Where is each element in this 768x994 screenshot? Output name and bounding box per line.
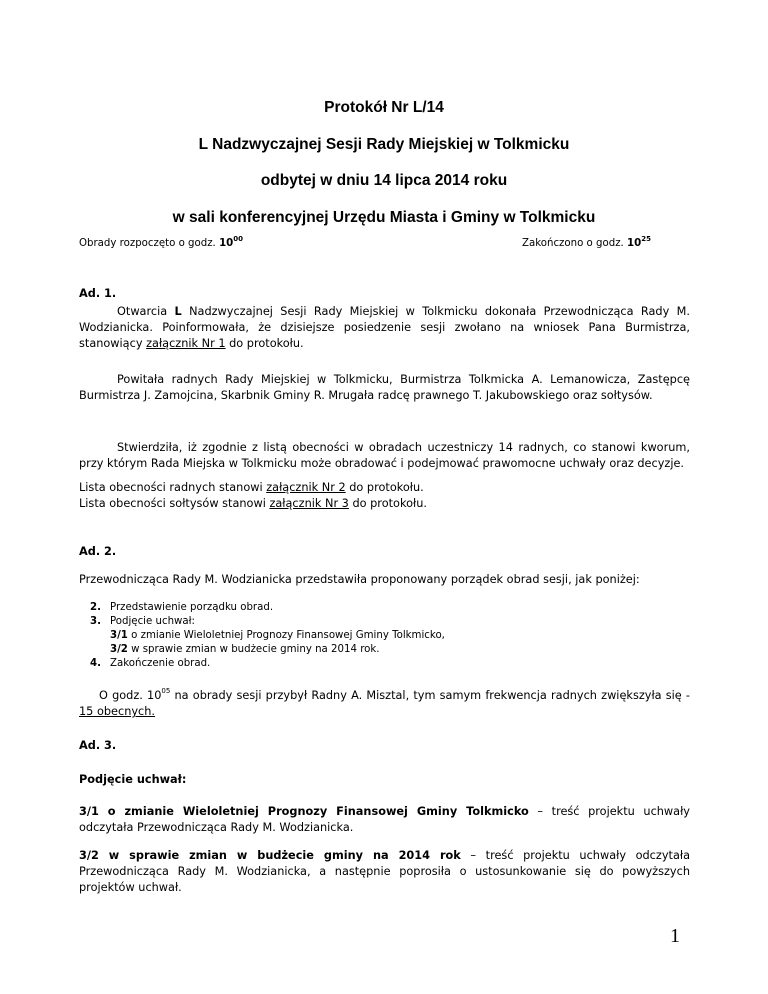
start-time: Obrady rozpoczęto o godz. $10^{00}$ (79, 235, 243, 249)
late-arrival: O godz. $10^{05}$ na obrady sesji przybył Radny A. Misztal, tym samym frekwencja radnych zwiększyła się - 15 obecnych. (79, 687, 690, 718)
agenda-item: 3. Podjęcie uchwał: (90, 616, 195, 627)
agenda-subitem: 3/2 w sprawie zmian w budżecie gminy na 2014 rok. (110, 644, 380, 655)
attachment-1-link: załącznik Nr 1 (146, 337, 226, 350)
attendance-radni: Lista obecności radnych stanowi załącznik Nr 2 do protokołu. (79, 481, 424, 494)
agenda-item: 2. Przedstawienie porządku obrad. (90, 602, 274, 613)
agenda-list (90, 601, 445, 671)
agenda-item: 4. Zakończenie obrad. (90, 658, 211, 669)
ad3-subheading: Podjęcie uchwał: (79, 773, 187, 786)
agenda-subitem: 3/1 o zmianie Wieloletniej Prognozy Finansowej Gminy Tolkmicko, (110, 630, 445, 641)
ad1-paragraph-greeting: Powitała radnych Rady Miejskiej w Tolkmicku, Burmistrza Tolkmicka A. Lemanowicza, Zastępcę Burmistrza J. Zamojcina, Skarbnik Gminy R. Mrugała radcę prawnego T. Jakubowskiego oraz sołtysów. (79, 373, 690, 402)
end-time: Zakończono o godz. $10^{25}$ (522, 235, 651, 249)
ad1-paragraph-quorum: Stwierdziła, iż zgodnie z listą obecności w obradach uczestniczy 14 radnych, co stanowi kworum, przy którym Rada Miejska w Tolkmicku może obradować i podejmować prawomocne uchwały oraz decyzje. (79, 441, 690, 470)
attachment-2-link: załącznik Nr 2 (266, 481, 346, 494)
page-number: 1 (670, 925, 680, 947)
protocol-number: Protokół Nr L/14 (324, 99, 444, 116)
attendance-count: 15 obecnych. (79, 705, 156, 718)
ad2-heading: Ad. 2. (79, 545, 117, 558)
ad1-heading: Ad. 1. (79, 287, 117, 300)
ad3-heading: Ad. 3. (79, 739, 117, 752)
session-location: w sali konferencyjnej Urzędu Miasta i Gminy w Tolkmicku (172, 209, 596, 226)
session-title: L Nadzwyczajnej Sesji Rady Miejskiej w Tolkmicku (198, 136, 570, 153)
attendance-soltysi: Lista obecności sołtysów stanowi załącznik Nr 3 do protokołu. (79, 497, 427, 510)
ad1-paragraph-opening: Otwarcia L Nadzwyczajnej Sesji Rady Miejskiej w Tolkmicku dokonała Przewodnicząca Rady M. Wodzianicka. Poinformowała, że dzisiejsze posiedzenie sesji zwołano na wniosek Pana Burmistrza, stanowiący załącznik Nr 1 do protokołu. (79, 305, 690, 350)
resolution-3-1: 3/1 o zmianie Wieloletniej Prognozy Finansowej Gminy Tolkmicko – treść projektu uchwały odczytała Przewodnicząca Rady M. Wodzianicka. (79, 805, 690, 834)
ad2-intro: Przewodnicząca Rady M. Wodzianicka przedstawiła proponowany porządek obrad sesji, jak poniżej: (79, 573, 640, 586)
session-date: odbytej w dniu 14 lipca 2014 roku (260, 172, 508, 189)
attachment-3-link: załącznik Nr 3 (269, 497, 349, 510)
resolution-3-2: 3/2 w sprawie zmian w budżecie gminy na 2014 rok – treść projektu uchwały odczytała Przewodnicząca Rady M. Wodzianicka, a następnie poprosiła o ustosunkowanie się do powyższych projektów uchwał. (79, 849, 690, 894)
